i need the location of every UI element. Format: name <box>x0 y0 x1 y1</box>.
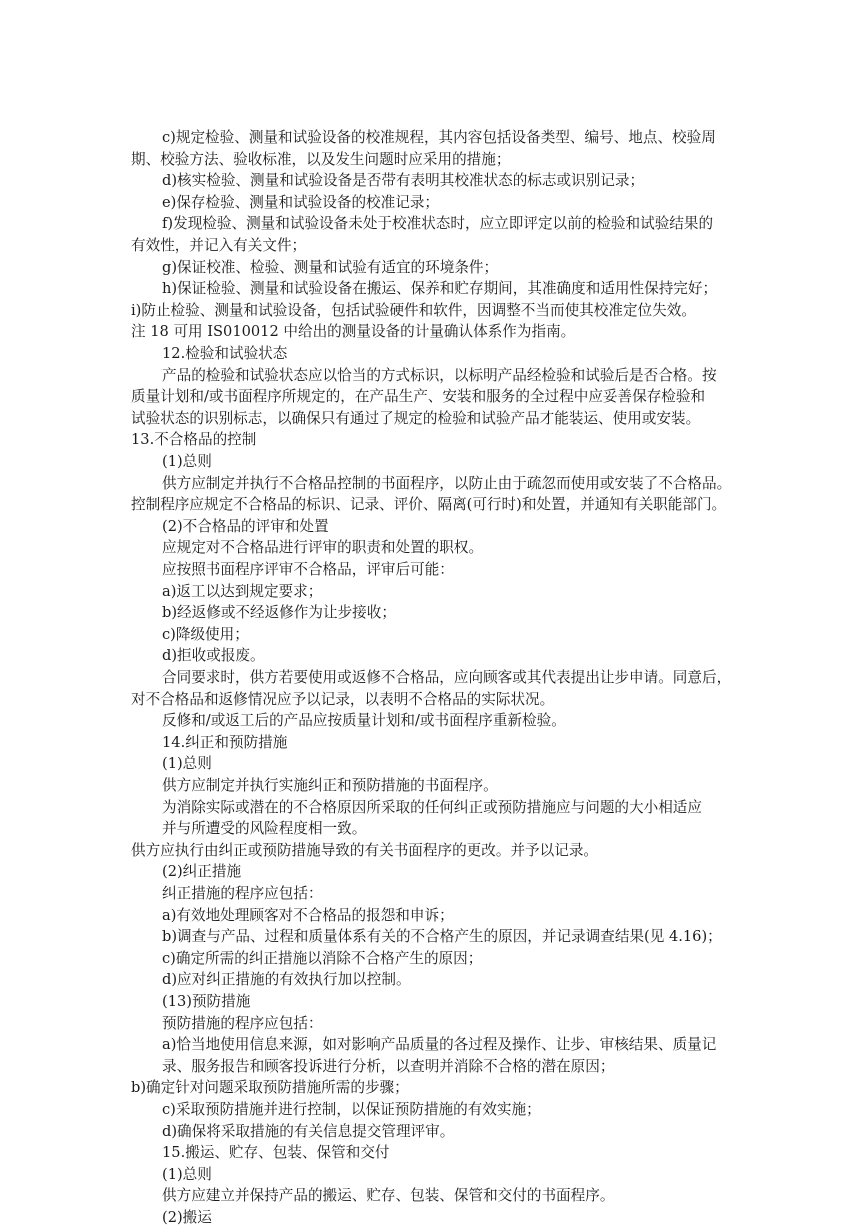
text-line: 纠正措施的程序应包括： <box>162 885 323 902</box>
text-line: 质量计划和/或书面程序所规定的，在产品生产、安装和服务的全过程中应妥善保存检验和 <box>131 388 706 406</box>
text-line: g)保证校准、检验、测量和试验有适宜的环境条件； <box>162 258 499 276</box>
section-heading: 14.纠正和预防措施 <box>162 733 288 751</box>
list-item: d)确保将采取措施的有关信息提交管理评审。 <box>162 1122 455 1140</box>
section-heading: 12.检验和试验状态 <box>162 345 288 362</box>
list-item: c)采取预防措施并进行控制，以保证预防措施的有效实施； <box>162 1101 541 1118</box>
text-line: c)规定检验、测量和试验设备的校准规程，其内容包括设备类型、编号、地点、校验周 <box>162 129 716 146</box>
text-line: 控制程序应规定不合格品的标识、记录、评价、隔离(可行时)和处置，并通知有关职能部门。 <box>131 496 727 514</box>
text-line: d)核实检验、测量和试验设备是否带有表明其校准状态的标志或识别记录； <box>162 172 645 190</box>
list-item: d)应对纠正措施的有效执行加以控制。 <box>162 971 411 989</box>
list-item: a)返工以达到规定要求； <box>162 582 323 600</box>
list-item: b)确定针对问题采取预防措施所需的步骤； <box>131 1079 409 1097</box>
text-line: 对不合格品和返修情况应予以记录，以表明不合格品的实际状况。 <box>131 690 555 708</box>
subsection-heading: (2)不合格品的评审和处置 <box>162 517 329 535</box>
subsection-heading: (1)总则 <box>162 453 212 470</box>
text-line: e)保存检验、测量和试验设备的校准记录； <box>162 193 440 211</box>
text-line: f)发现检验、测量和试验设备未处于校准状态时，应立即评定以前的检验和试验结果的 <box>162 215 714 233</box>
text-line: 并与所遭受的风险程度相一致。 <box>162 820 367 838</box>
text-line: h)保证检验、测量和试验设备在搬运、保养和贮存期间，其准确度和适用性保持完好； <box>162 280 718 298</box>
note-line: 注 18 可用 IS010012 中给出的测量设备的计量确认体系作为指南。 <box>131 323 576 341</box>
subsection-heading: (13)预防措施 <box>162 993 251 1010</box>
text-line: i)防止检验、测量和试验设备，包括试验硬件和软件，因调整不当而使其校准定位失效。 <box>131 301 696 319</box>
text-line: 供方应制定并执行不合格品控制的书面程序，以防止由于疏忽而使用或安装了不合格品。 <box>162 474 732 492</box>
text-line: 供方应建立并保持产品的搬运、贮存、包装、保管和交付的书面程序。 <box>162 1187 615 1205</box>
text-line: 供方应制定并执行实施纠正和预防措施的书面程序。 <box>162 777 498 794</box>
text-line: 试验状态的识别标志，以确保只有通过了规定的检验和试验产品才能装运、使用或安装。 <box>131 409 701 427</box>
subsection-heading: (2)纠正措施 <box>162 863 242 881</box>
text-line: 合同要求时，供方若要使用或返修不合格品，应向顾客或其代表提出让步申请。同意后， <box>162 669 732 686</box>
subsection-heading: (1)总则 <box>162 755 212 773</box>
text-line: 产品的检验和试验状态应以恰当的方式标识，以标明产品经检验和试验后是否合格。按 <box>162 366 717 384</box>
text-line: 为消除实际或潜在的不合格原因所采取的任何纠正或预防措施应与问题的大小相适应 <box>162 798 702 816</box>
text-line: 应规定对不合格品进行评审的职责和处置的职权。 <box>162 539 484 557</box>
text-line: 供方应执行由纠正或预防措施导致的有关书面程序的更改。并予以记录。 <box>131 841 599 859</box>
text-line: 有效性，并记入有关文件； <box>131 237 307 254</box>
list-item: b)经返修或不经返修作为让步接收； <box>162 604 396 622</box>
subsection-heading: (1)总则 <box>162 1165 212 1183</box>
section-heading: 13.不合格品的控制 <box>131 431 257 449</box>
text-line: 反修和/或返工后的产品应按质量计划和/或书面程序重新检验。 <box>162 712 566 730</box>
list-item: b)调查与产品、过程和质量体系有关的不合格产生的原因，并记录调查结果(见 4.16)； <box>162 928 722 946</box>
text-line: 期、校验方法、验收标准，以及发生问题时应采用的措施； <box>131 150 511 168</box>
text-line: 预防措施的程序应包括： <box>162 1014 323 1032</box>
list-item: c)确定所需的纠正措施以消除不合格产生的原因； <box>162 949 483 967</box>
list-item: a)恰当地使用信息来源，如对影响产品质量的各过程及操作、让步、审核结果、质量记 <box>162 1036 717 1054</box>
text-line: 应按照书面程序评审不合格品，评审后可能： <box>162 561 454 578</box>
subsection-heading: (2)搬运 <box>162 1209 212 1226</box>
list-item: a)有效地处理顾客对不合格品的报怨和申诉； <box>162 906 454 924</box>
section-heading: 15.搬运、贮存、包装、保管和交付 <box>162 1144 390 1162</box>
text-line: 录、服务报告和顾客投诉进行分析，以查明并消除不合格的潜在原因； <box>162 1057 615 1075</box>
list-item: d)拒收或报废。 <box>162 647 265 665</box>
list-item: c)降级使用； <box>162 625 249 643</box>
